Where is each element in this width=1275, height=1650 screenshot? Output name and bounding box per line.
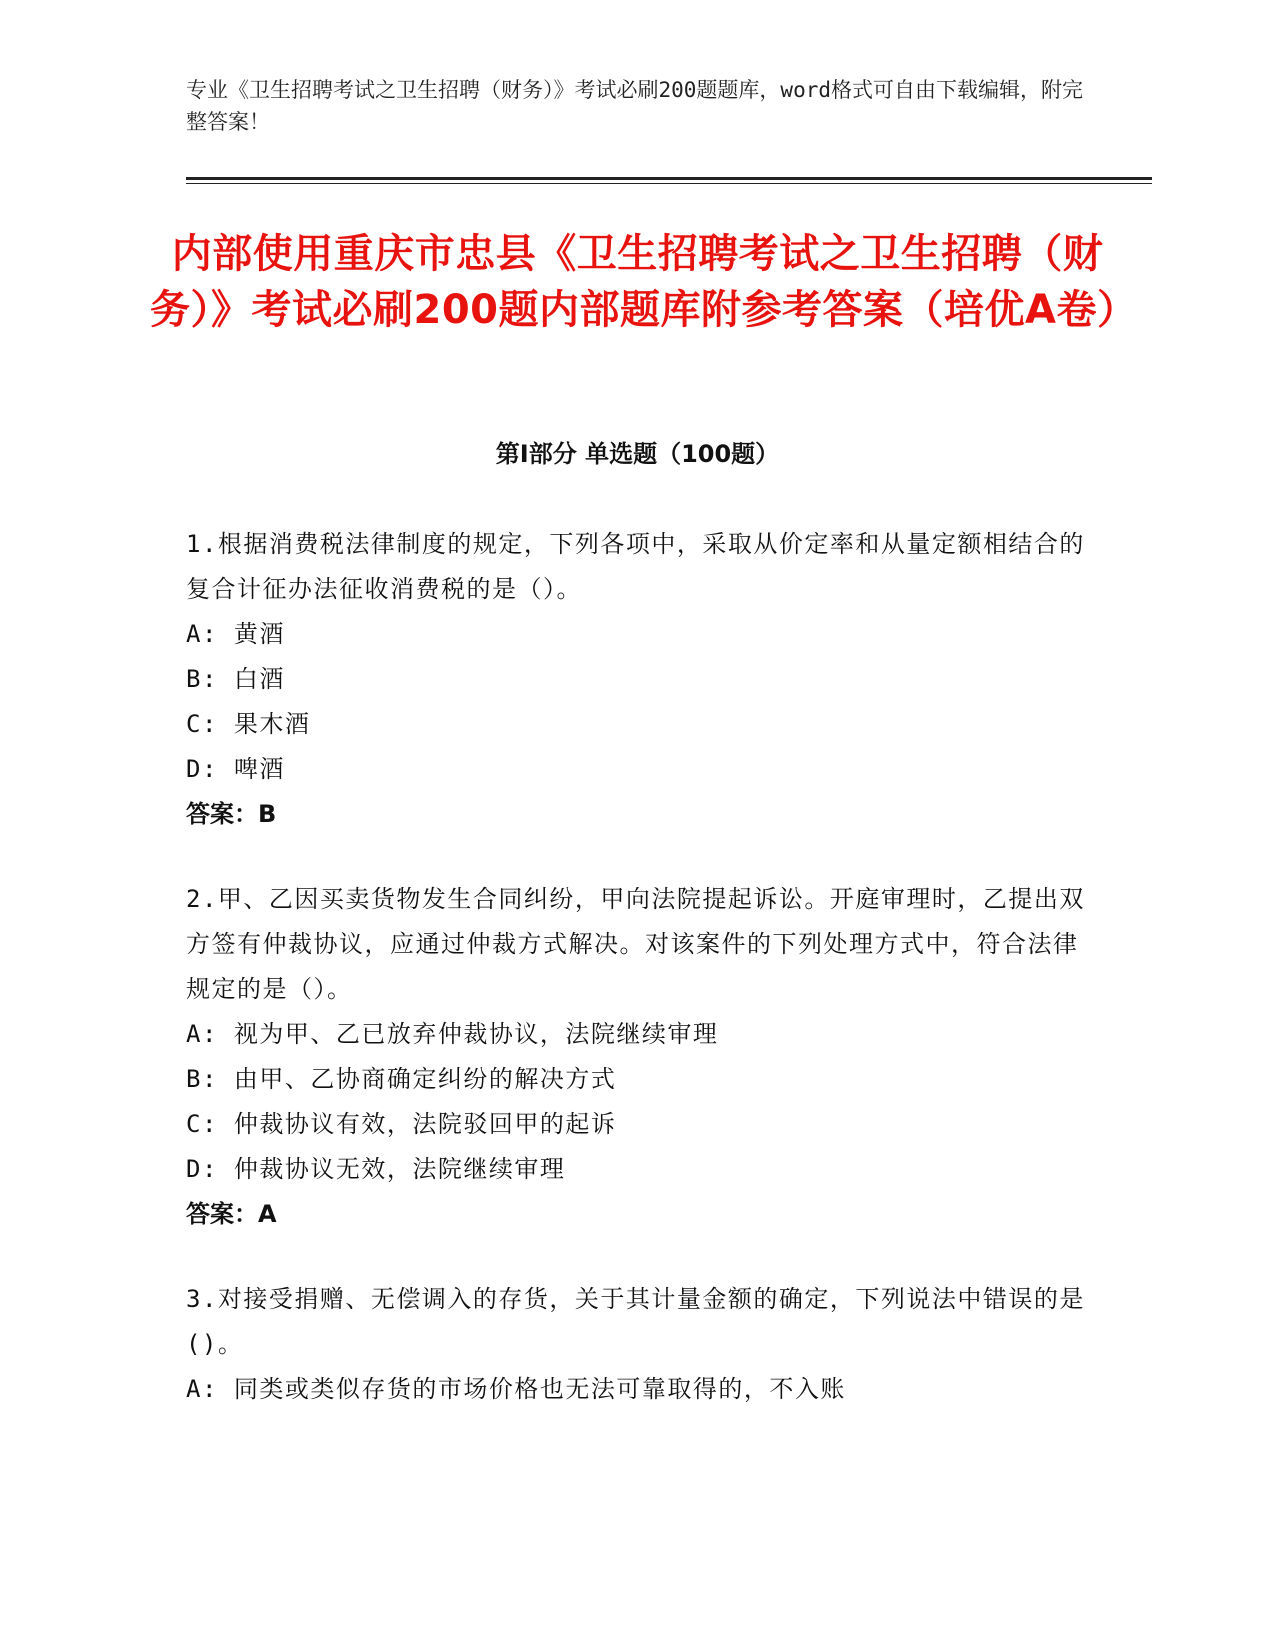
question-2 — [186, 877, 1086, 1237]
option-c: C: 果木酒 — [186, 710, 311, 738]
option-a: A: 黄酒 — [186, 620, 285, 648]
question-list — [186, 522, 1086, 1452]
answer: 答案：A — [186, 1200, 277, 1228]
option-b: B: 由甲、乙协商确定纠纷的解决方式 — [186, 1065, 617, 1093]
question-1 — [186, 522, 1086, 837]
header-divider — [186, 177, 1152, 180]
answer: 答案：B — [186, 800, 277, 828]
option-b: B: 白酒 — [186, 665, 285, 693]
option-a: A: 视为甲、乙已放弃仲裁协议，法院继续审理 — [186, 1020, 719, 1048]
document-title: 内部使用重庆市忠县《卫生招聘考试之卫生招聘（财务）》考试必刷200题内部题库附参考答案（培优A卷） — [150, 231, 1138, 333]
option-c: C: 仲裁协议有效，法院驳回甲的起诉 — [186, 1110, 617, 1138]
question-stem: 1.根据消费税法律制度的规定，下列各项中，采取从价定率和从量定额相结合的复合计征办法征收消费税的是（）。 — [186, 530, 1085, 603]
option-d: D: 仲裁协议无效，法院继续审理 — [186, 1155, 566, 1183]
option-d: D: 啤酒 — [186, 755, 285, 783]
question-stem: 2.甲、乙因买卖货物发生合同纠纷，甲向法院提起诉讼。开庭审理时，乙提出双方签有仲裁协议，应通过仲裁方式解决。对该案件的下列处理方式中，符合法律规定的是（）。 — [186, 885, 1085, 1003]
section-heading: 第I部分 单选题（100题） — [495, 440, 780, 468]
question-stem: 3.对接受捐赠、无偿调入的存货，关于其计量金额的确定，下列说法中错误的是()。 — [186, 1285, 1085, 1358]
option-a: A: 同类或类似存货的市场价格也无法可靠取得的，不入账 — [186, 1375, 846, 1403]
header-note: 专业《卫生招聘考试之卫生招聘（财务）》考试必刷200题题库，word格式可自由下载编辑，附完整答案！ — [186, 78, 1083, 134]
header-divider-thin — [186, 183, 1152, 184]
question-3 — [186, 1277, 1086, 1412]
